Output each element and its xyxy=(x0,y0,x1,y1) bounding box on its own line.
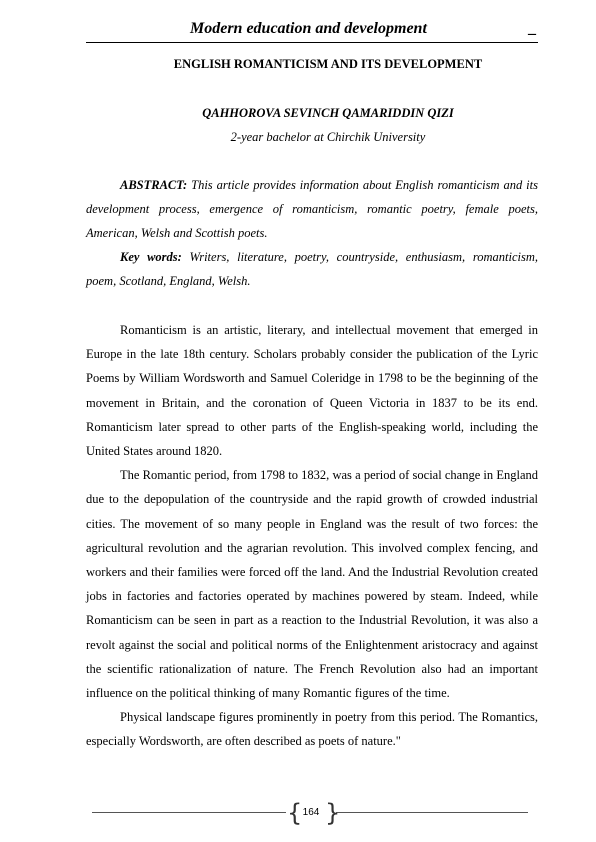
header-dash: _ xyxy=(528,20,536,37)
journal-title: Modern education and development xyxy=(190,20,427,37)
abstract-text: This article provides information about English romanticism and its development process, emergence of romanticism, romantic poetry, female poets, American, Welsh and Scottish poets. xyxy=(86,178,538,241)
abstract-label: ABSTRACT: xyxy=(120,178,188,192)
page-number: 164 xyxy=(302,807,320,818)
abstract xyxy=(86,173,538,246)
paragraph: Physical landscape figures prominently in poetry from this period. The Romantics, especially Wordsworth, are often described as poets of nature." xyxy=(86,710,538,749)
article-title: ENGLISH ROMANTICISM AND ITS DEVELOPMENT xyxy=(173,57,483,71)
author-name: QAHHOROVA SEVINCH QAMARIDDIN QIZI xyxy=(202,106,454,120)
keywords xyxy=(86,245,538,293)
keywords-label: Key words: xyxy=(120,250,182,264)
keywords-text: Writers, literature, poetry, countryside, enthusiasm, romanticism, poem, Scotland, England, Welsh. xyxy=(86,250,538,289)
footer-brace-right: } xyxy=(325,799,341,827)
footer-rule-right xyxy=(336,812,528,813)
author-affiliation: 2-year bachelor at Chirchik University xyxy=(230,130,426,144)
footer-brace-left: { xyxy=(287,799,303,827)
running-header xyxy=(86,20,538,43)
body-text xyxy=(86,318,538,754)
paragraph: The Romantic period, from 1798 to 1832, was a period of social change in England due to the depopulation of the countryside and the rapid growth of crowded industrial cities. The movement of so many people in England was the result of two forces: the agricultural revolution and the agrarian revolution. This involved complex fencing, and workers and their families were forced off the land. And the Industrial Revolution created jobs in factories and factories operated by machines powered by steam. Indeed, while Romanticism can be seen in part as a reaction to the Industrial Revolution, it was also a revolt against the social and political norms of the Enlightenment aristocracy and against the scientific rationalization of nature. The French Revolution also had an important influence on the political thinking of many Romantic figures of the time. xyxy=(86,468,538,701)
footer-rule-left xyxy=(92,812,286,813)
paragraph: Romanticism is an artistic, literary, and intellectual movement that emerged in Europe in the late 18th century. Scholars probably consider the publication of the Lyric Poems by William Wordsworth and Samuel Coleridge in 1798 to be the beginning of the movement in Britain, and the coronation of Queen Victoria in 1837 to be its end. Romanticism later spread to other parts of the English-speaking world, including the United States around 1820. xyxy=(86,323,538,459)
